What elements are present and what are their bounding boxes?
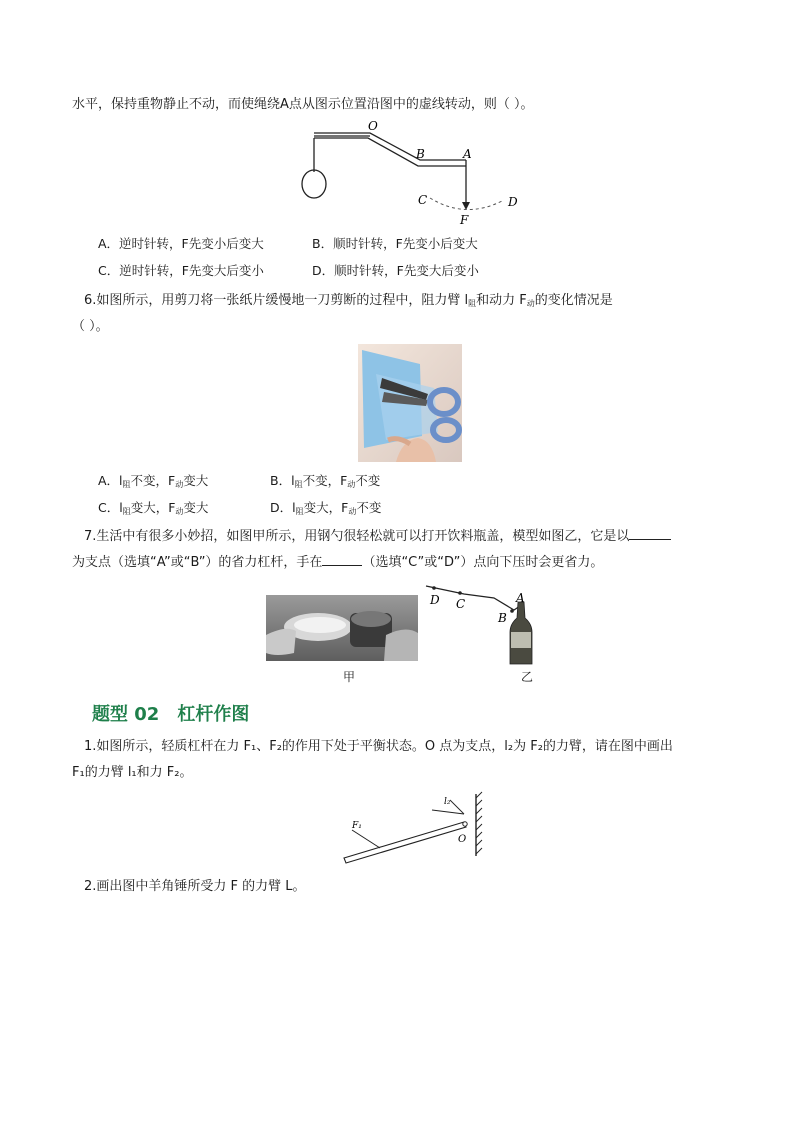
q6-b-post: 不变 — [355, 473, 381, 488]
q7-spoon-photo — [266, 595, 418, 661]
section-title: 杠杆作图 — [177, 704, 250, 725]
q7-label-C: C — [456, 597, 466, 611]
q6-b-pre: B．l — [270, 473, 295, 488]
q5-option-d[interactable]: D．顺时针转，F先变大后变小 — [312, 263, 479, 278]
q5-option-a[interactable]: A．逆时针转，F先变小后变大 — [98, 236, 264, 251]
p1-line2: F₁的力臂 l₁和力 F₂。 — [72, 765, 193, 780]
q6-a-pre: A．l — [98, 473, 123, 488]
q6-b-sub1: 阻 — [294, 480, 303, 489]
q6-stem — [84, 292, 613, 313]
q6-c-mid: 变大，F — [130, 500, 176, 515]
q7-blank-2[interactable] — [322, 553, 362, 566]
q7-stem-part2b: （选填“C”或“D”）点向下压时会更省力。 — [362, 555, 604, 570]
q6-sub-zu: 阻 — [468, 299, 477, 308]
q5-lever-figure — [290, 118, 540, 230]
q6-a-mid: 不变，F — [130, 473, 176, 488]
q5-label-B: B — [416, 147, 425, 161]
p1-label-O: O — [458, 834, 467, 845]
q5-label-D: D — [508, 195, 518, 209]
q6-a-sub2: 动 — [175, 480, 184, 489]
q6-d-sub2: 动 — [348, 507, 357, 516]
section-heading — [92, 700, 267, 726]
q6-stem-end: 的变化情况是 — [534, 293, 613, 308]
q6-c-post: 变大 — [183, 500, 209, 515]
q6-option-b[interactable] — [270, 472, 380, 494]
q6-c-sub1: 阻 — [122, 507, 131, 516]
q6-d-pre: D．l — [270, 500, 296, 515]
q6-stem-line2: （ ）。 — [72, 319, 109, 334]
q5-label-A: A — [463, 147, 472, 161]
p1-line1: 1.如图所示，轻质杠杆在力 F₁、F₂的作用下处于平衡状态。O 点为支点，l₂为 F₂的力臂，请在图中画出 — [84, 739, 673, 754]
q7-stem-line1 — [84, 527, 671, 546]
q5-label-F: F — [460, 213, 469, 227]
q7-label-D: D — [430, 593, 440, 607]
section-number: 题型 02 — [92, 704, 160, 725]
q6-scissors-photo — [358, 344, 462, 462]
q5-option-b[interactable]: B．顺时针转，F先变小后变大 — [312, 236, 478, 251]
q6-a-sub1: 阻 — [122, 480, 131, 489]
q5-stem: 水平，保持重物静止不动，而使绳绕A点从图示位置沿图中的虚线转动，则（ ）。 — [72, 97, 534, 112]
q6-d-sub1: 阻 — [295, 507, 304, 516]
q6-a-post: 变大 — [183, 473, 209, 488]
p1-label-l2: l₂ — [444, 797, 451, 807]
q5-label-C: C — [418, 193, 428, 207]
q6-d-mid: 变大，F — [303, 500, 349, 515]
q6-d-post: 不变 — [356, 500, 382, 515]
q6-c-pre: C．l — [98, 500, 123, 515]
q7-label-A: A — [516, 591, 525, 605]
q6-option-a[interactable] — [98, 472, 208, 494]
q7-label-B: B — [498, 611, 507, 625]
q7-stem-line2 — [72, 553, 603, 572]
q7-stem-part1: 7.生活中有很多小妙招，如图甲所示，用钢勺很轻松就可以打开饮料瓶盖，模型如图乙，它是以 — [84, 529, 630, 544]
q6-b-sub2: 动 — [347, 480, 356, 489]
q7-blank-1[interactable] — [629, 527, 671, 540]
q5-option-c[interactable]: C．逆时针转，F先变大后变小 — [98, 263, 264, 278]
q7-caption-yi: 乙 — [521, 670, 534, 684]
p1-lever-figure — [340, 790, 500, 866]
q6-stem-part1: 6.如图所示，用剪刀将一张纸片缓慢地一刀剪断的过程中，阻力臂 l — [84, 293, 469, 308]
q6-option-d[interactable] — [270, 499, 381, 521]
q6-b-mid: 不变，F — [302, 473, 348, 488]
q6-option-c[interactable] — [98, 499, 208, 521]
q5-label-O: O — [368, 119, 378, 133]
q6-c-sub2: 动 — [175, 507, 184, 516]
q7-caption-jia: 甲 — [343, 670, 356, 684]
q6-stem-mid: 和动力 F — [476, 293, 527, 308]
p1-label-F1: F₁ — [352, 821, 362, 831]
q6-sub-dong: 动 — [526, 299, 535, 308]
q7-stem-part2a: 为支点（选填“A”或“B”）的省力杠杆，手在 — [72, 555, 323, 570]
p2-line1: 2.画出图中羊角锤所受力 F 的力臂 L。 — [84, 879, 306, 894]
q7-model-figure — [424, 580, 544, 666]
